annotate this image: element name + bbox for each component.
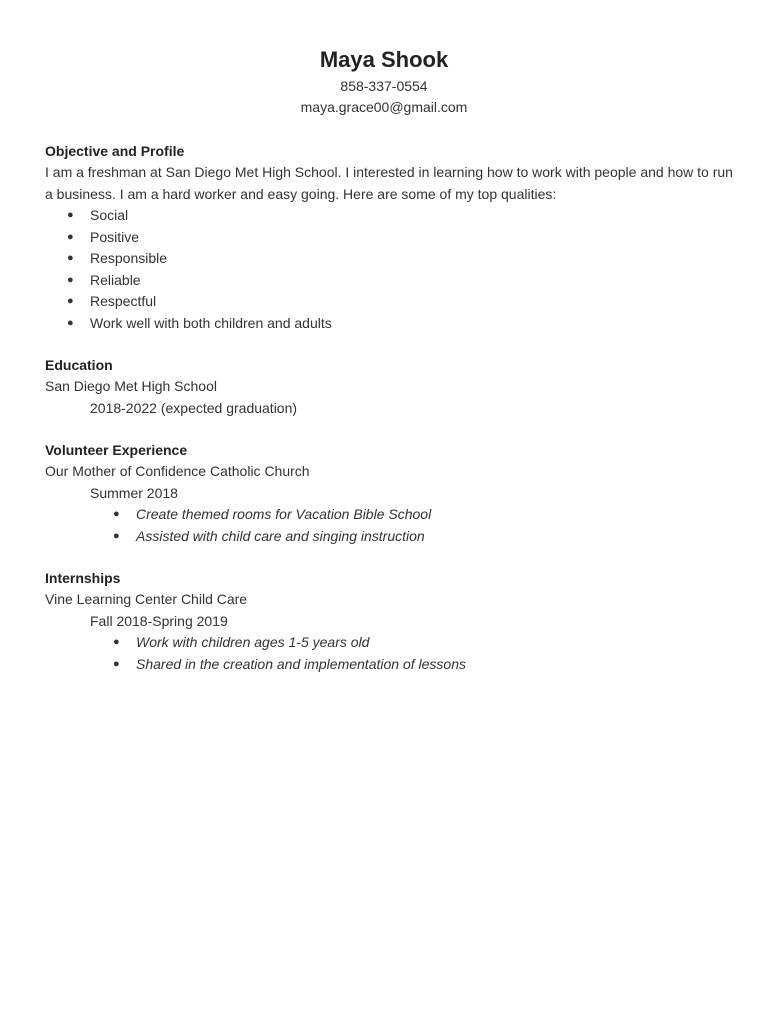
email-address: maya.grace00@gmail.com [300,99,468,115]
internship-period: Fall 2018-Spring 2019 [90,612,228,629]
objective-title: Objective and Profile [45,143,185,159]
list-item: ● Social [45,205,735,227]
bullet-icon: ● [67,273,74,286]
list-item: ● Work well with both children and adults [45,313,735,335]
bullet-icon: ● [113,529,120,542]
qualities-list [45,205,735,334]
volunteer-period: Summer 2018 [90,484,178,501]
education-title: Education [45,357,113,373]
objective-text: I am a freshman at San Diego Met High School. I interested in learning how to work with people and how to run a business. I am a hard worker and easy going. Here are some of my top qualities: [45,164,733,202]
list-item: ● Shared in the creation and implementation of lessons [45,654,735,676]
internships-section [45,568,735,675]
bullet-icon: ● [67,209,74,221]
list-item: ● Positive [45,227,735,249]
objective-section [45,141,735,334]
list-item: ● Work with children ages 1-5 years old [45,632,735,654]
resume-name: Maya Shook [319,47,449,72]
list-item: ● Responsible [45,248,735,270]
resume-page [45,44,735,675]
resume-header [0,44,768,118]
bullet-icon: ● [113,636,120,648]
volunteer-section [45,440,735,547]
internship-duties-list [45,632,735,675]
volunteer-organization: Our Mother of Confidence Catholic Church [45,463,310,479]
internships-title: Internships [45,570,121,586]
education-section [45,355,735,419]
bullet-icon: ● [113,508,120,520]
volunteer-title: Volunteer Experience [45,442,188,458]
list-item: ● Respectful [45,291,735,313]
list-item: ● Reliable [45,270,735,292]
education-years: 2018-2022 (expected graduation) [90,399,298,416]
bullet-icon: ● [67,316,74,329]
bullet-icon: ● [67,230,74,243]
bullet-icon: ● [67,295,74,307]
phone-number: 858-337-0554 [340,78,428,94]
list-item: ● Assisted with child care and singing instruction [45,526,735,548]
list-item: ● Create themed rooms for Vacation Bible School [45,504,735,526]
internship-organization: Vine Learning Center Child Care [45,591,248,607]
volunteer-duties-list [45,504,735,547]
bullet-icon: ● [113,657,120,670]
bullet-icon: ● [67,252,74,264]
school-name: San Diego Met High School [45,378,217,394]
